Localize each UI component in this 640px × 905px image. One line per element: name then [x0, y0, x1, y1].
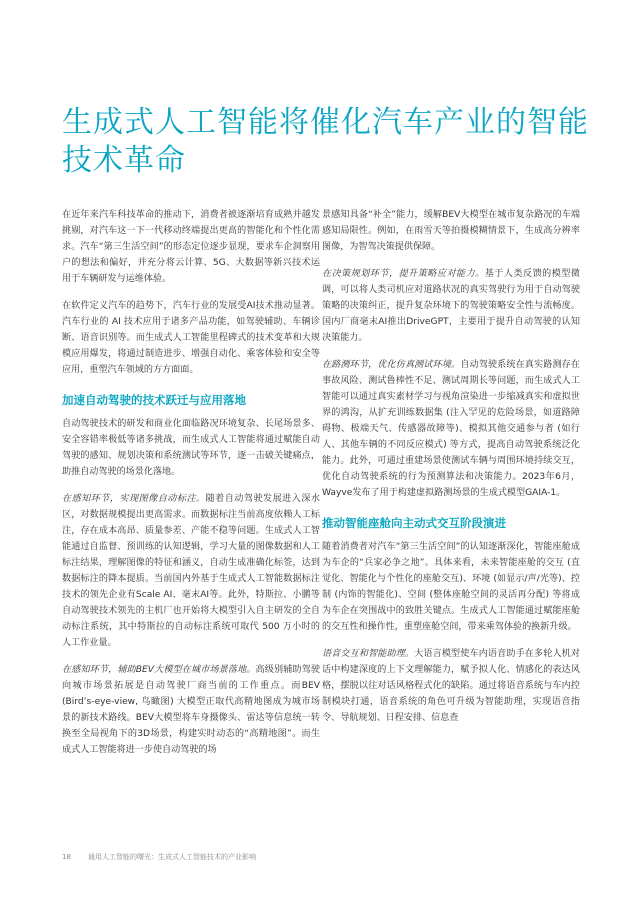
paragraph: 随着消费者对汽车“第三生活空间”的认知逐渐深化，智能座舱成为车企的“兵家必争之地”。具体来看，未来智能座舱的交互 (直觉化、智能化与个性化的座舱交互)、环境 (如显示/声/光等)、控制 (内饰的智能化)、空间 (整体座舱空间的灵活再分配) 等将成为车企在突围战中的致胜关键点。生成式人工智能通过赋能座舱的交互性和操作性，重塑座舱空间，带来乘驾体验的换新升级。	[322, 542, 580, 632]
page-number: 18	[62, 853, 71, 861]
paragraph: 景感知具备“补全”能力，缓解BEV大模型在城市复杂路况的车端感知局限性。例如，在雨雪天等拍摄模糊情景下，生成高分辨率图像，为智驾决策提供保障。	[322, 210, 580, 252]
paragraph-lead: 在路测环节，优化仿真测试环境。	[322, 360, 461, 370]
paragraph	[62, 491, 320, 651]
paragraph-body: 自动驾驶系统在真实路测存在事故风险、测试鲁棒性不足、测试周期长等问题，而生成式人工智能可以通过真实素材学习与视角渲染进一步缩减真实和虚拟世界的鸿沟，从扩充训练数据集 (注入罕见的危险场景，如道路障碍物、极端天气、传感器故障等)、模拟其他交通参与者 (如行人、其他车辆的不同反应模式) 等方式，提高自动驾驶系统泛化能力。此外，可通过重建场景使测试车辆与周围环境持续交互，优化自动驾驶系统的行为预测算法和决策能力。2023年6月，Wayve发布了用于构建虚拟路测场景的生成式模型GAIA-1。	[322, 360, 580, 498]
paragraph: 在软件定义汽车的趋势下，汽车行业的发展受AI技术推动显著。汽车行业的 AI 技术应用于诸多产品功能，如驾驶辅助、车辆诊断、语音识别等。而生成式人工智能里程碑式的技术变革和大规模应用爆发，将通过制造进步、增强自动化、乘客体验和安全等应用，重塑汽车领域的方方面面。	[62, 301, 320, 375]
paragraph	[322, 646, 580, 726]
footer-text: 通用人工智能的曙光：生成式人工智能技术的产业影响	[88, 853, 256, 861]
section-heading-smart-cockpit: 推动智能座舱向主动式交互阶段演进	[322, 516, 506, 530]
paragraph	[62, 662, 320, 758]
paragraph-body: 大语言模型使车内语音助手在多轮人机对话中构建深度的上下文理解能力，赋予拟人化、情感化的表达风格，摆脱以往对话风格程式化的缺陷。通过将语音系统与车内控制模块打通，语音系统的角色可升级为智能助理，实现语音指令、导航规划、日程安排、信息查	[322, 649, 580, 723]
paragraph: 自动驾驶技术的研发和商业化面临路况环境复杂、长尾场景多、安全容错率极低等诸多挑战，而生成式人工智能将通过赋能自动驾驶的感知、规划决策和系统测试等环节，逐一击破关键痛点，助推自动驾驶的场景化落地。	[62, 419, 320, 477]
paragraph-lead: 语音交互和智能助理。	[322, 649, 415, 659]
left-column	[62, 207, 320, 769]
paragraph-lead: 在感知环节，实现图像自动标注。	[62, 494, 206, 504]
paragraph-lead: 在感知环节，辅助BEV大模型在城市场景落地。	[62, 665, 256, 675]
paragraph	[322, 357, 580, 501]
paragraph: 在近年来汽车科技革命的推动下，消费者被逐渐培育成熟并越发挑剔，对汽车这一下一代移动终端提出更高的智能化和个性化需求。汽车“第三生活空间”的形态定位逐步显现，要求车企洞察用户的想法和偏好，并充分将云计算、5G、大数据等新兴技术运用于车辆研发与运维体验。	[62, 210, 320, 284]
paragraph-lead: 在决策规划环节，提升策略应对能力。	[322, 269, 485, 279]
paragraph-body: 高级别辅助驾驶向城市场景拓展是自动驾驶厂商当前的工作重点。而BEV (Bird’s-eye-view, 鸟瞰图) 大模型正取代高精地图成为城市场景的新技术路线。BEV大模型将车身摄像头、雷达等信息统一转换至全局视角下的3D场景，构建实时动态的“高精地图”。而生成式人工智能将进一步使自动驾驶的场	[62, 665, 320, 755]
right-column	[322, 207, 580, 737]
page-footer	[62, 852, 256, 862]
paragraph	[322, 266, 580, 346]
paragraph-body: 随着自动驾驶发展进入深水区，对数据规模提出更高需求。而数据标注当前高度依赖人工标注，存在成本高昂、质量参差、产能不稳等问题。生成式人工智能通过自监督、预训练的认知逻辑，学习大量的图像数据和人工标注结果，理解图像的特征和涵义，自动生成准确化标签，达到数据标注的降本提质。当前国内外基于生成式人工智能数据标注技术的领先企业有Scale AI、毫末AI等。此外，特斯拉、小鹏等自动驾驶技术领先的主机厂也开始将大模型引入自主研发的全自动标注系统，其中特斯拉的自动标注系统可取代 500 万小时的人工作业量。	[62, 494, 320, 648]
section-heading-autonomous-driving: 加速自动驾驶的技术跃迁与应用落地	[62, 393, 246, 407]
page-title: 生成式人工智能将催化汽车产业的智能技术革命	[62, 105, 589, 178]
paragraph-body: 基于人类反馈的模型微调，可以将人类司机应对道路状况的真实驾驶行为用于自动驾驶策略的决策纠正，提升复杂环境下的驾驶策略安全性与流畅度。国内厂商毫末AI推出DriveGPT，主要用于提升自动驾驶的认知决策能力。	[322, 269, 580, 343]
